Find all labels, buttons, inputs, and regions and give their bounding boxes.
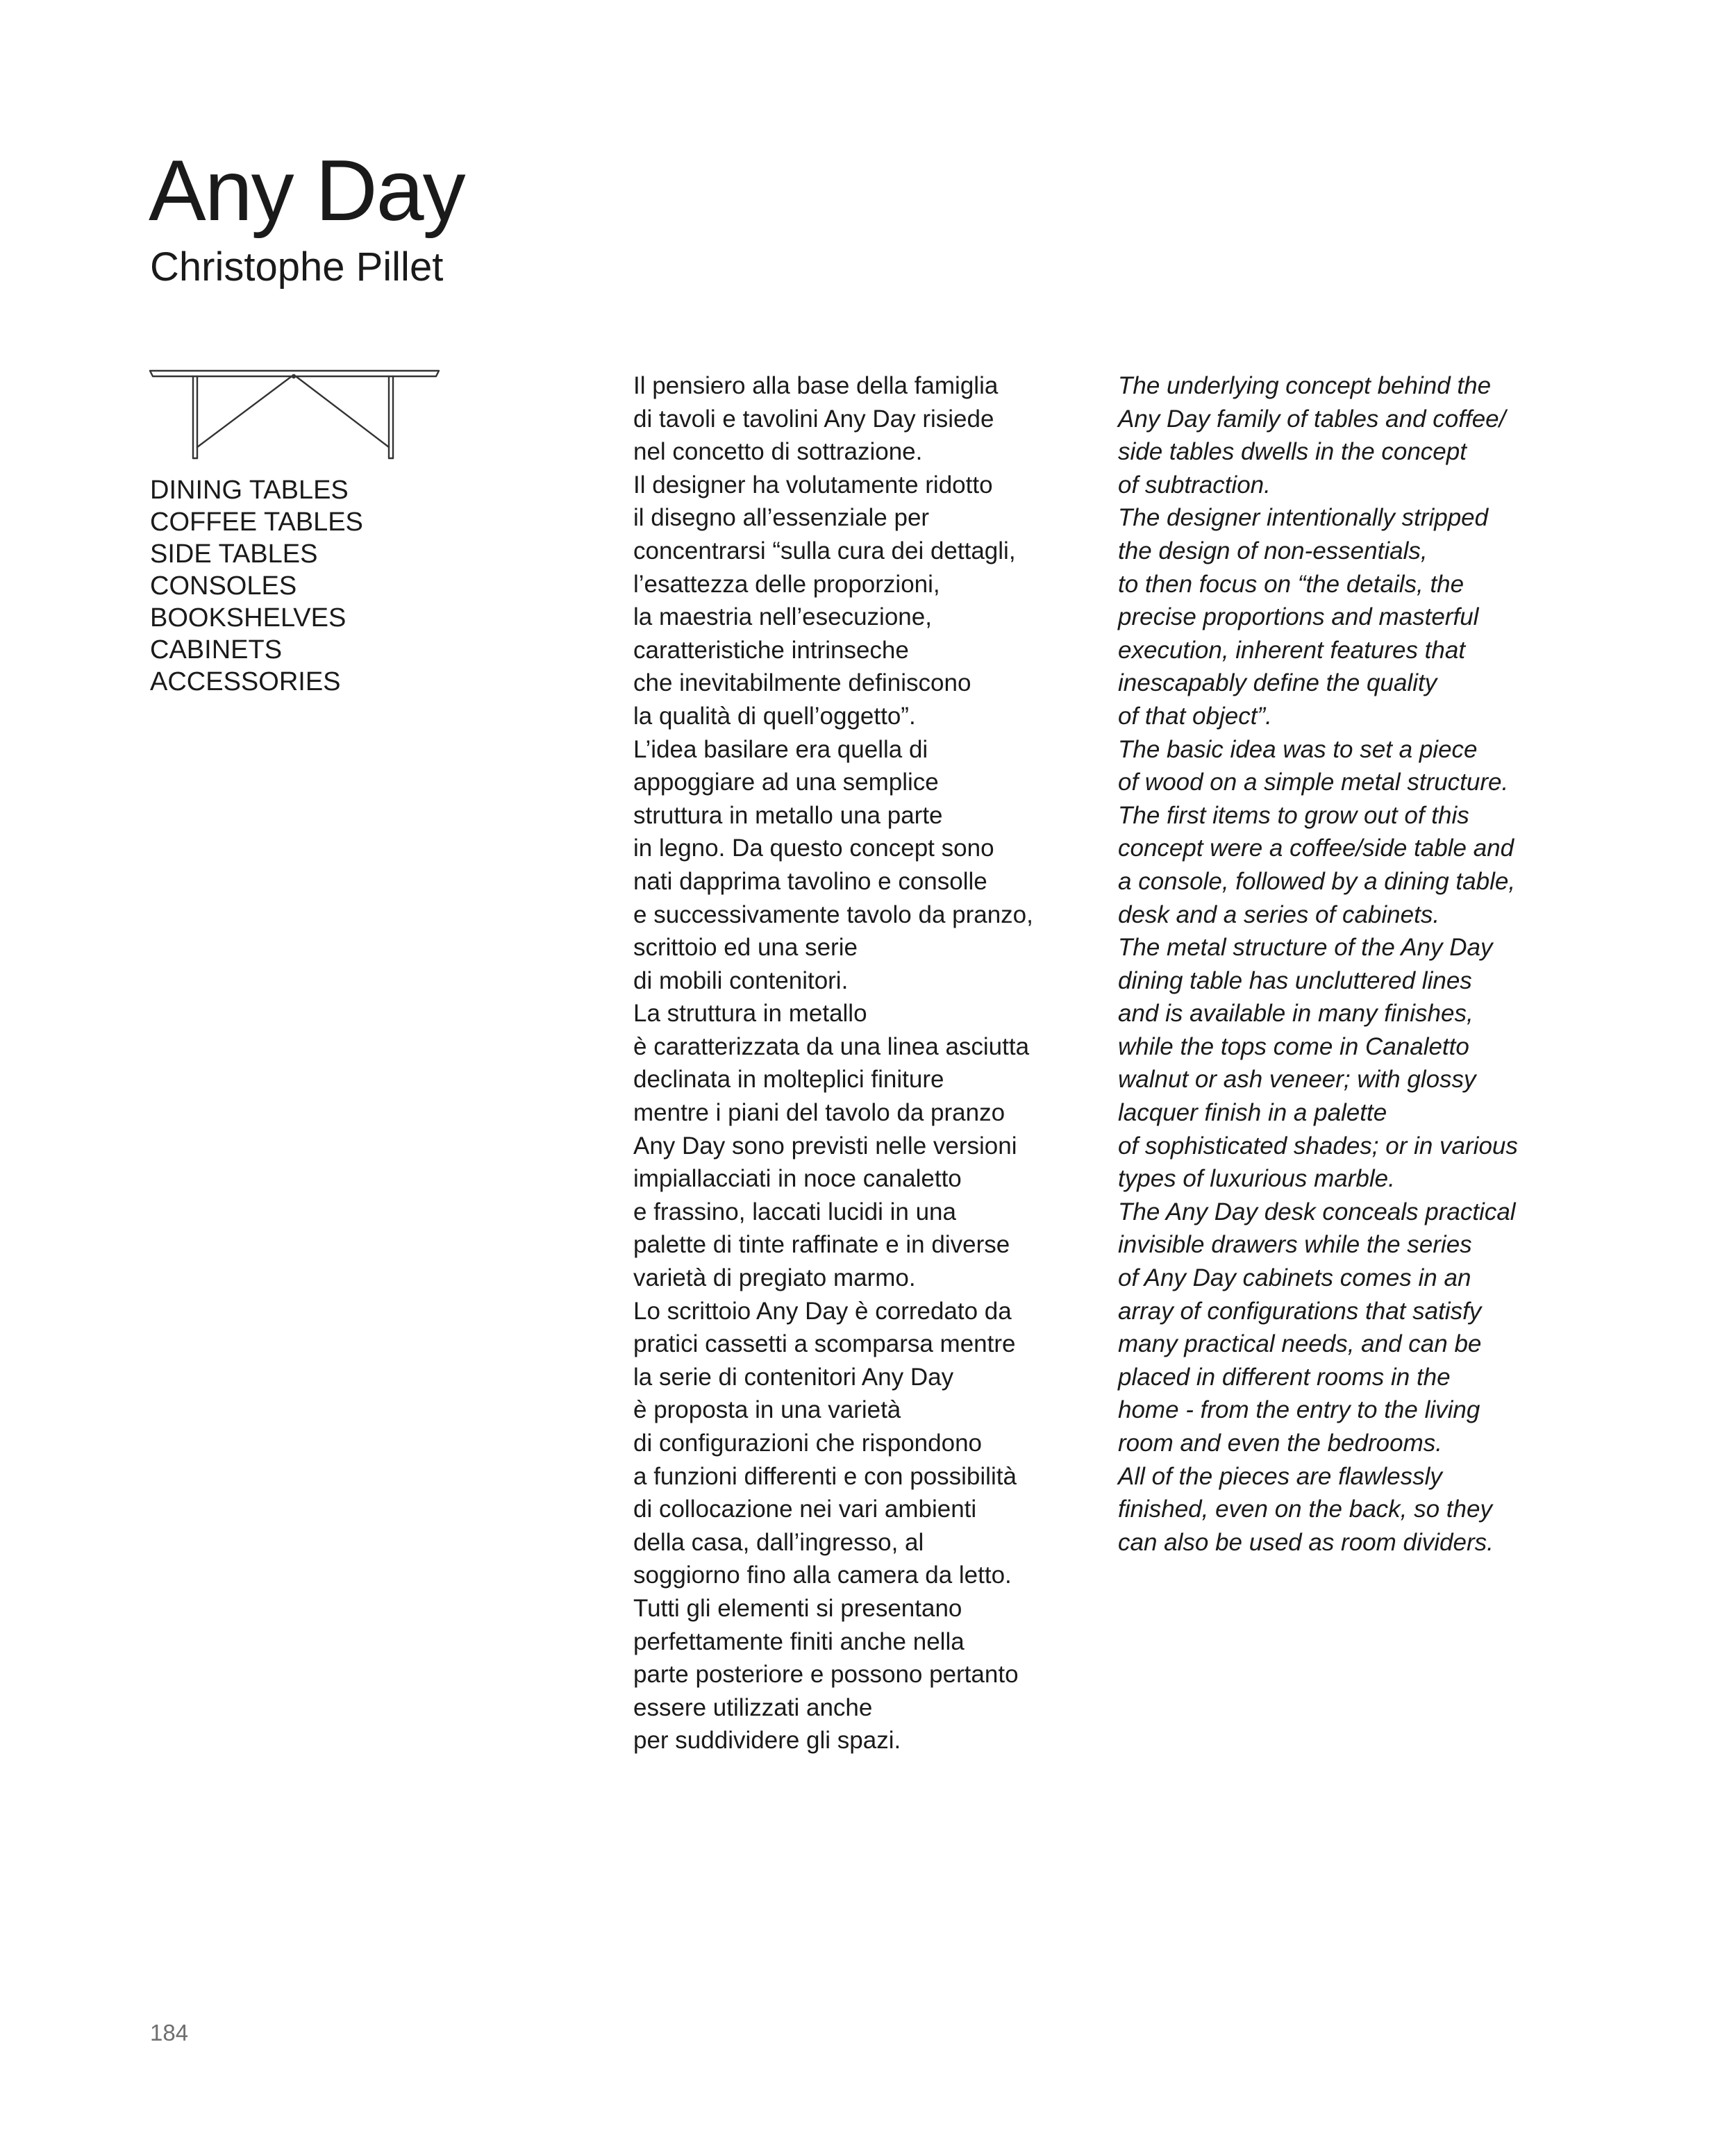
text-line: nati dapprima tavolino e consolle (633, 867, 987, 895)
text-line: The basic idea was to set a piece (1118, 735, 1478, 763)
text-line: of sophisticated shades; or in various (1118, 1132, 1518, 1160)
page-number: 184 (150, 2020, 189, 2045)
category-item: CONSOLES (150, 571, 297, 601)
text-line: The underlying concept behind the (1118, 372, 1492, 399)
text-line: desk and a series of cabinets. (1118, 901, 1440, 928)
english-description (1118, 369, 1604, 1559)
text-line: Tutti gli elementi si presentano (633, 1594, 962, 1622)
text-line: array of configurations that satisfy (1118, 1297, 1482, 1325)
text-line: mentre i piani del tavolo da pranzo (633, 1099, 1005, 1127)
text-line: invisible drawers while the series (1118, 1231, 1472, 1259)
text-line: soggiorno fino alla camera da letto. (633, 1562, 1012, 1589)
text-line: struttura in metallo una parte (633, 801, 943, 829)
category-item: ACCESSORIES (150, 667, 341, 696)
text-line: many practical needs, and can be (1118, 1330, 1482, 1358)
text-line: execution, inherent features that (1118, 636, 1466, 664)
text-line: per suddividere gli spazi. (633, 1727, 901, 1755)
text-line: parte posteriore e possono pertanto (633, 1661, 1019, 1689)
text-line: lacquer finish in a palette (1118, 1099, 1387, 1127)
text-line: l’esattezza delle proporzioni, (633, 570, 940, 598)
category-item: COFFEE TABLES (150, 508, 363, 537)
text-line: della casa, dall’ingresso, al (633, 1528, 924, 1556)
text-line: di tavoli e tavolini Any Day risiede (633, 405, 994, 433)
text-line: Any Day family of tables and coffee/ (1118, 405, 1506, 433)
italian-description (633, 369, 1119, 1757)
text-line: scrittoio ed una serie (633, 934, 858, 962)
text-line: to then focus on “the details, the (1118, 570, 1464, 598)
text-line: la qualità di quell’oggetto”. (633, 702, 916, 730)
text-line: declinata in molteplici finiture (633, 1066, 944, 1094)
text-line: Il pensiero alla base della famiglia (633, 372, 999, 399)
text-line: nel concetto di sottrazione. (633, 438, 923, 466)
text-line: appoggiare ad una semplice (633, 769, 939, 796)
text-line: è caratterizzata da una linea asciutta (633, 1032, 1030, 1060)
category-item: BOOKSHELVES (150, 603, 347, 633)
text-line: palette di tinte raffinate e in diverse (633, 1231, 1010, 1259)
text-line: of subtraction. (1118, 471, 1271, 499)
text-line: e frassino, laccati lucidi in una (633, 1198, 956, 1225)
text-line: of wood on a simple metal structure. (1118, 769, 1509, 796)
text-line: concept were a coffee/side table and (1118, 835, 1514, 862)
category-item: DINING TABLES (150, 476, 349, 505)
text-line: L’idea basilare era quella di (633, 735, 928, 763)
text-line: precise proportions and masterful (1118, 603, 1479, 631)
text-line: dining table has uncluttered lines (1118, 966, 1472, 994)
text-line: la maestria nell’esecuzione, (633, 603, 932, 631)
text-line: di mobili contenitori. (633, 966, 849, 994)
text-line: di collocazione nei vari ambienti (633, 1496, 977, 1523)
text-line: pratici cassetti a scomparsa mentre (633, 1330, 1016, 1358)
text-line: Il designer ha volutamente ridotto (633, 471, 993, 499)
text-line: è proposta in una varietà (633, 1396, 901, 1424)
text-line: finished, even on the back, so they (1118, 1496, 1492, 1523)
category-list (150, 474, 363, 698)
text-line: can also be used as room dividers. (1118, 1528, 1494, 1556)
text-line: a console, followed by a dining table, (1118, 867, 1516, 895)
text-line: of that object”. (1118, 702, 1272, 730)
designer-name: Christophe Pillet (150, 244, 444, 290)
text-line: room and even the bedrooms. (1118, 1430, 1442, 1457)
text-line: Any Day sono previsti nelle versioni (633, 1132, 1017, 1160)
text-line: The metal structure of the Any Day (1118, 934, 1493, 962)
category-item: CABINETS (150, 635, 283, 664)
text-line: while the tops come in Canaletto (1118, 1032, 1469, 1060)
text-line: concentrarsi “sulla cura dei dettagli, (633, 537, 1016, 564)
text-line: side tables dwells in the concept (1118, 438, 1467, 466)
text-line: varietà di pregiato marmo. (633, 1264, 916, 1292)
text-line: Lo scrittoio Any Day è corredato da (633, 1297, 1012, 1325)
text-line: che inevitabilmente definiscono (633, 669, 971, 697)
text-line: essere utilizzati anche (633, 1693, 873, 1721)
text-line: All of the pieces are flawlessly (1118, 1462, 1442, 1490)
text-line: a funzioni differenti e con possibilità (633, 1462, 1017, 1490)
page-title: Any Day (149, 143, 465, 239)
text-line: in legno. Da questo concept sono (633, 835, 994, 862)
text-line: The first items to grow out of this (1118, 801, 1469, 829)
text-line: impiallacciati in noce canaletto (633, 1165, 962, 1193)
text-line: types of luxurious marble. (1118, 1165, 1395, 1193)
text-line: and is available in many finishes, (1118, 1000, 1474, 1028)
table-line-drawing-icon (149, 367, 440, 464)
text-line: the design of non-essentials, (1118, 537, 1428, 564)
category-item: SIDE TABLES (150, 539, 318, 569)
text-line: perfettamente finiti anche nella (633, 1627, 965, 1655)
text-line: il disegno all’essenziale per (633, 504, 930, 532)
text-line: walnut or ash veneer; with glossy (1118, 1066, 1476, 1094)
text-line: La struttura in metallo (633, 1000, 867, 1028)
text-line: inescapably define the quality (1118, 669, 1437, 697)
text-line: placed in different rooms in the (1118, 1363, 1451, 1391)
text-line: of Any Day cabinets comes in an (1118, 1264, 1471, 1292)
text-line: home - from the entry to the living (1118, 1396, 1480, 1424)
text-line: The Any Day desk conceals practical (1118, 1198, 1516, 1225)
text-line: la serie di contenitori Any Day (633, 1363, 954, 1391)
text-line: di configurazioni che rispondono (633, 1430, 982, 1457)
text-line: The designer intentionally stripped (1118, 504, 1489, 532)
text-line: e successivamente tavolo da pranzo, (633, 901, 1033, 928)
text-line: caratteristiche intrinseche (633, 636, 909, 664)
